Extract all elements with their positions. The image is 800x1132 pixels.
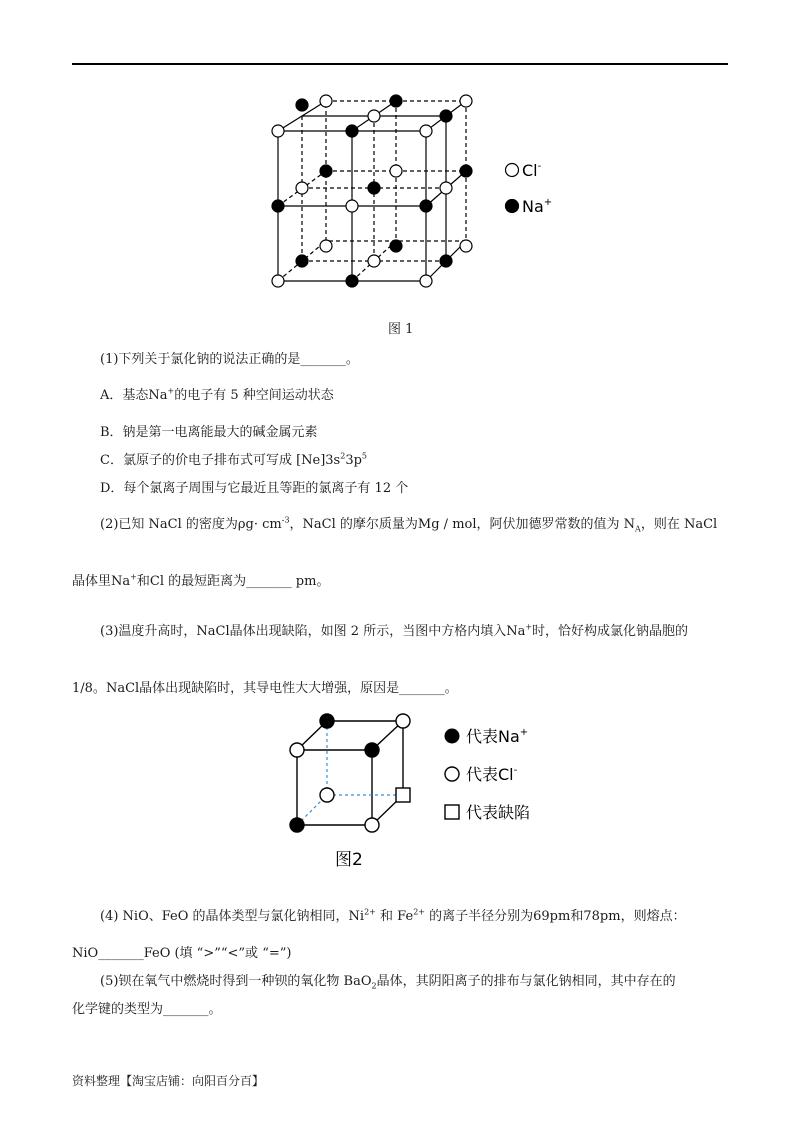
legend-defect-icon: [445, 805, 459, 819]
na-ion: [320, 714, 334, 728]
na-ion: [320, 165, 332, 177]
cl-ion: [420, 275, 432, 287]
na-ion: [390, 240, 402, 252]
legend-na-icon: [506, 200, 519, 213]
figure1-caption: 图 1: [388, 322, 414, 337]
na-ion: [420, 200, 432, 212]
na-ion: [272, 200, 284, 212]
cl-ion: [320, 95, 332, 107]
cl-ion: [320, 788, 334, 802]
na-ion: [390, 95, 402, 107]
defect-cell-figure: [280, 708, 570, 870]
na-ion: [290, 818, 304, 832]
q1-option-b: B．钠是第一电离能最大的碱金属元素: [100, 425, 318, 440]
q5-line2: 化学键的类型为_______。: [72, 1002, 222, 1017]
na-ion: [440, 110, 452, 122]
cl-ion: [296, 182, 308, 194]
q1-option-d: D．每个氯离子周围与它最近且等距的氯离子有 12 个: [100, 481, 409, 496]
legend-cl-label: 代表Cl-: [466, 765, 518, 784]
cl-ion: [272, 125, 284, 137]
q3-line1: (3)温度升高时，NaCl晶体出现缺陷，如图 2 所示，当图中方格内填入Na+时，恰好构成氯化钠晶胞的: [100, 622, 689, 639]
na-ion: [460, 165, 472, 177]
q2-line2: 晶体里Na+和Cl 的最短距离为_______ pm。: [72, 572, 330, 589]
cl-ion: [368, 255, 380, 267]
na-ion: [296, 99, 308, 111]
q5-line1: (5)钡在氧气中燃烧时得到一种钡的氧化物 BaO$_2$晶体，其阴阳离子的排布与氯化钠相同，其中存在的: [100, 974, 676, 991]
na-ion: [346, 275, 358, 287]
legend-na-label: 代表Na+: [466, 727, 529, 746]
cl-ion: [368, 110, 380, 122]
footer-source: 资料整理【淘宝店铺：向阳百分百】: [72, 1074, 265, 1088]
nacl-lattice-figure: [260, 88, 590, 298]
figure2-caption: 图2: [335, 850, 363, 870]
defect-square: [396, 788, 410, 802]
header-rule: [72, 63, 728, 65]
na-ion: [346, 125, 358, 137]
legend-defect-label: 代表缺陷: [466, 803, 531, 822]
cl-ion: [272, 275, 284, 287]
legend-cl-icon: [445, 767, 459, 781]
legend-na-icon: [445, 729, 459, 743]
q1-stem: (1)下列关于氯化钠的说法正确的是_______。: [100, 352, 359, 367]
cl-ion: [460, 240, 472, 252]
legend-na-label: Na+: [522, 197, 553, 216]
cl-ion: [290, 743, 304, 757]
cl-ion: [440, 182, 452, 194]
cl-ion: [320, 240, 332, 252]
cl-ion: [365, 818, 379, 832]
q3-line2: 1/8。NaCl晶体出现缺陷时，其导电性大大增强，原因是_______。: [72, 681, 458, 696]
cl-ion: [420, 125, 432, 137]
cl-ion: [396, 714, 410, 728]
na-ion: [296, 255, 308, 267]
q2-line1: (2)已知 NaCl 的密度为$\rho g\cdot cm^{-3}$，NaCl 的摩尔质量为Mg / mol，阿伏加德罗常数的值为 $N_A$，则在 NaCl: [100, 515, 718, 534]
legend-cl-label: Cl-: [522, 161, 542, 180]
cl-ion: [346, 200, 358, 212]
q4-line1: (4) NiO、FeO 的晶体类型与氯化钠相同，$Ni^{2+}$ 和 $Fe^{2+}$ 的离子半径分别为69pm和78pm，则熔点：: [100, 907, 686, 924]
q1-option-a: A．基态Na+的电子有 5 种空间运动状态: [100, 386, 334, 403]
cl-ion: [390, 165, 402, 177]
q1-option-c: C．氯原子的价电子排布式可写成 $[Ne]3s^23p^5$: [100, 451, 368, 468]
na-ion: [365, 743, 379, 757]
na-ion: [368, 182, 380, 194]
cl-ion: [460, 95, 472, 107]
na-ion: [440, 255, 452, 267]
legend-cl-icon: [506, 164, 519, 177]
q4-line2: NiO_______FeO (填 “>”“<”或 “=”): [72, 946, 292, 961]
